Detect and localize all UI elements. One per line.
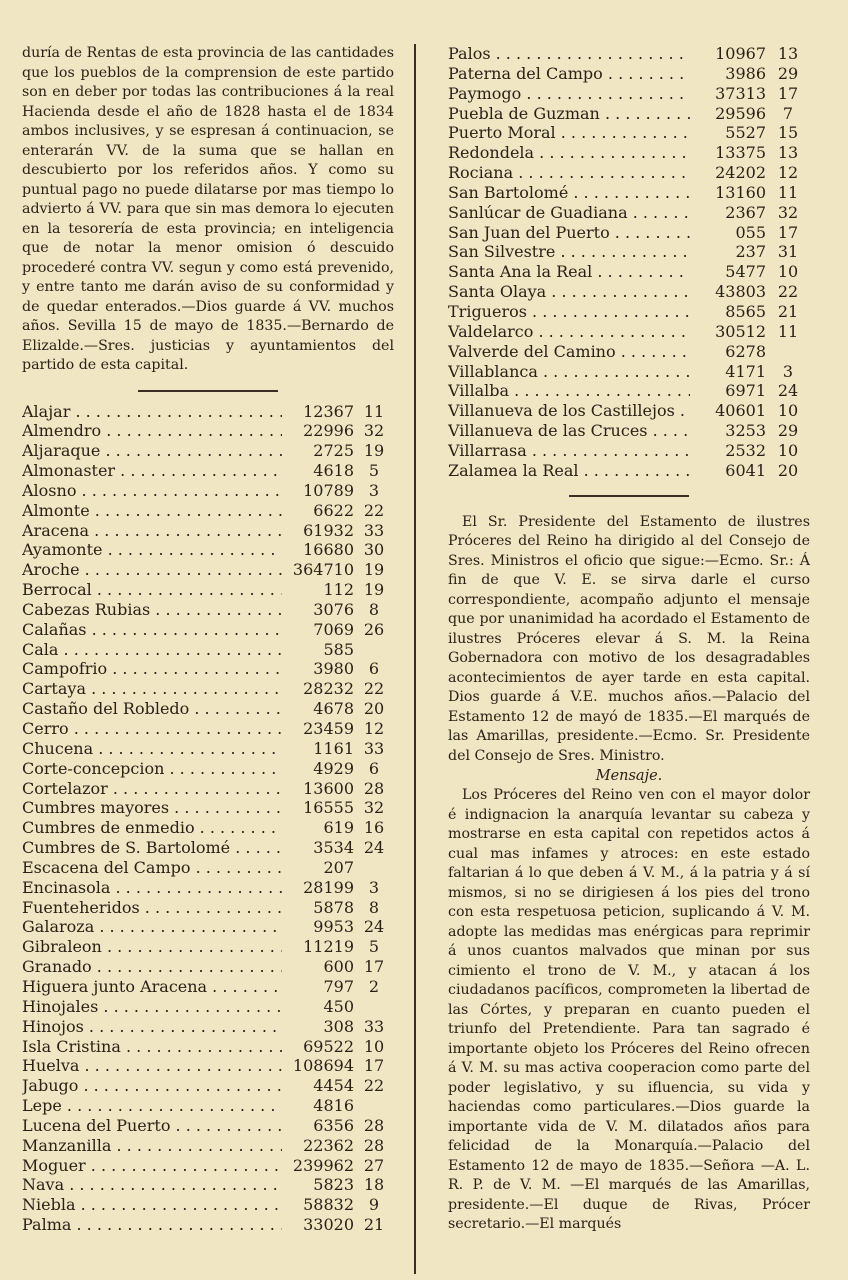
town-name: Sanlúcar de Guadiana . . . [448, 203, 690, 223]
town-name: Moguer . . . [22, 1156, 282, 1176]
fraction-value: 17 [363, 1056, 385, 1076]
table-row [22, 659, 394, 679]
town-name: Cala . . . [22, 640, 282, 660]
table-row [22, 501, 394, 521]
table-row [448, 421, 810, 441]
town-name: Villarrasa . . . [448, 441, 690, 461]
town-name: Cartaya . . . [22, 679, 282, 699]
table-row [22, 957, 394, 977]
fraction-value: 3 [368, 480, 380, 500]
table-row [22, 1076, 394, 1096]
table-row [22, 1096, 394, 1116]
town-name: Huelva . . . [22, 1056, 282, 1076]
amount-value: 13160 [715, 182, 766, 202]
town-name: Isla Cristina . . . [22, 1037, 282, 1057]
section-rule [569, 495, 689, 497]
fraction-value: 9 [368, 1195, 380, 1215]
table-row [448, 441, 810, 461]
fraction-value: 33 [363, 1016, 385, 1036]
amount-value: 600 [323, 957, 354, 977]
table-row [22, 798, 394, 818]
amount-value: 11219 [303, 937, 354, 957]
amount-value: 40601 [715, 401, 766, 421]
amount-value: 22996 [303, 421, 354, 441]
amount-value: 29596 [715, 103, 766, 123]
fraction-value: 10 [777, 440, 799, 460]
town-name: Ayamonte . . . [22, 540, 282, 560]
town-name: Villablanca . . . [448, 362, 690, 382]
table-row [22, 1175, 394, 1195]
fraction-value: 5 [368, 937, 380, 957]
amount-value: 16555 [303, 798, 354, 818]
fraction-value: 22 [363, 1076, 385, 1096]
fraction-value: 31 [777, 242, 799, 262]
amount-value: 24202 [715, 163, 766, 183]
fraction-value: 30 [363, 540, 385, 560]
fraction-value: 17 [777, 222, 799, 242]
fraction-value: 32 [363, 421, 385, 441]
table-row [448, 461, 810, 481]
fraction-value: 22 [777, 282, 799, 302]
table-row [22, 521, 394, 541]
town-name: Almonte . . . [22, 501, 282, 521]
table-row [22, 858, 394, 878]
fraction-value: 28 [363, 778, 385, 798]
table-row [448, 262, 810, 282]
town-name: Cortelazor . . . [22, 779, 282, 799]
table-row [22, 779, 394, 799]
amount-value: 797 [323, 976, 354, 996]
fraction-value: 5 [368, 461, 380, 481]
fraction-value: 16 [363, 818, 385, 838]
town-name: Calañas . . . [22, 620, 282, 640]
amount-value: 6971 [725, 381, 766, 401]
table-row [448, 44, 810, 64]
amount-value: 2725 [313, 441, 354, 461]
fraction-value: 6 [368, 758, 380, 778]
town-name: Cabezas Rubias . . . [22, 600, 282, 620]
amount-value: 69522 [303, 1036, 354, 1056]
table-row [22, 937, 394, 957]
fraction-value: 29 [777, 63, 799, 83]
fraction-value: 18 [363, 1175, 385, 1195]
presidente-paragraph: El Sr. Presidente del Estamento de ilustres Próceres del Reino ha dirigido al del Consejo de Sres. Ministros el oficio que sigue:—Ecmo. Sr.: Á fin de que V. E. se sirva darle el curso correspondiente, acompaño adjunto el mensaje que por unanimidad ha acordado el Estamento de ilustres Próceres elevar á S. M. la Reina Gobernadora con motivo de los desagradables acontecimientos de ayer tarde en esta capital. Dios guarde á V.E. muchos años.—Palacio del Estamento 12 de mayó de 1835.—El marqués de las Amarillas, presidente.—Ecmo. Sr. Presidente del Consejo de Sres. Ministro. [448, 513, 810, 764]
fraction-value: 6 [368, 659, 380, 679]
section-rule [138, 390, 278, 392]
amount-value: 6356 [313, 1115, 354, 1135]
town-name: Cumbres de S. Bartolomé . . . [22, 838, 282, 858]
table-row [22, 898, 394, 918]
left-column [22, 44, 394, 1235]
table-row [22, 540, 394, 560]
town-name: Villanueva de los Castillejos . . . [448, 401, 690, 421]
fraction-value: 20 [363, 699, 385, 719]
fraction-value: 22 [363, 679, 385, 699]
town-name: Aracena . . . [22, 521, 282, 541]
right-column [448, 44, 810, 1235]
table-row [22, 719, 394, 739]
table-row [22, 421, 394, 441]
table-row [22, 977, 394, 997]
amount-value: 4929 [313, 758, 354, 778]
fraction-value: 11 [777, 321, 799, 341]
table-row [448, 381, 810, 401]
table-row [22, 699, 394, 719]
amount-value: 43803 [715, 282, 766, 302]
amount-value: 33020 [303, 1215, 354, 1235]
fraction-value: 10 [777, 401, 799, 421]
amount-value: 585 [323, 639, 354, 659]
amount-value: 5527 [725, 123, 766, 143]
amount-value: 23459 [303, 719, 354, 738]
table-row [22, 997, 394, 1017]
amount-value: 61932 [303, 520, 354, 540]
table-row [22, 818, 394, 838]
town-name: Cumbres mayores . . . [22, 798, 282, 818]
debt-table-left [22, 402, 394, 1235]
fraction-value: 2 [368, 976, 380, 996]
fraction-value: 11 [777, 182, 799, 202]
amount-value: 58832 [303, 1195, 354, 1215]
amount-value: 5823 [313, 1175, 354, 1195]
table-row [22, 441, 394, 461]
town-name: Granado . . . [22, 957, 282, 977]
table-row [22, 640, 394, 660]
amount-value: 1161 [313, 738, 354, 758]
amount-value: 055 [735, 222, 766, 242]
fraction-value: 22 [363, 500, 385, 520]
town-name: Redondela . . . [448, 143, 690, 163]
fraction-value: 24 [363, 838, 385, 858]
amount-value: 4678 [313, 699, 354, 719]
fraction-value: 21 [777, 301, 799, 321]
debt-table-right [448, 44, 810, 481]
fraction-value: 13 [777, 143, 799, 163]
table-row [22, 838, 394, 858]
table-row [448, 223, 810, 243]
fraction-value: 33 [363, 520, 385, 540]
fraction-value: 20 [777, 460, 799, 480]
table-row [22, 600, 394, 620]
town-name: Palma . . . [22, 1215, 282, 1235]
fraction-value: 24 [363, 917, 385, 937]
mensaje-paragraph: Los Próceres del Reino ven con el mayor dolor é indignacion la anarquía levantar su cabeza y mostrarse en esta capital con repetidos actos á cual mas infames y atroces: en este estado faltarian á lo que deben á V. M., á la patria y á sí mismos, si no se dirigiesen á los pies del trono con esta respetuosa peticion, suplicando á V. M. adopte las medidas mas enérgicas para reprimir á unos cuantos malvados que minan por sus cimiento el trono de V. M., y atacan á los ciudadanos pacíficos, comprometen la libertad de las Córtes, y preparan en cuanto pueden el triunfo del Pretendiente. Para tan sagrado é importante objeto los Próceres del Reino ofrecen á V. M. su mas activa cooperacion como parte del poder legislativo, y su ifluencia, su vida y haciendas como particulares.—Dios guarde la importante vida de V. M. dilatados años para felicidad de la Monarquía.—Palacio del Estamento 12 de mayo de 1835.—Señora —A. L. R. P. de V. M. —El marqués de las Amarillas, presidente.—El duque de Rivas, Prócer secretario.—El marqués [448, 787, 810, 1233]
table-row [22, 739, 394, 759]
town-name: Almendro . . . [22, 421, 282, 441]
table-row [22, 1215, 394, 1235]
town-name: Hinojos . . . [22, 1017, 282, 1037]
town-name: Jabugo . . . [22, 1076, 282, 1096]
amount-value: 2367 [725, 202, 766, 222]
table-row [22, 580, 394, 600]
table-row [22, 1056, 394, 1076]
amount-value: 16680 [303, 540, 354, 560]
table-row [22, 481, 394, 501]
fraction-value: 12 [363, 719, 385, 738]
table-row [448, 401, 810, 421]
table-row [448, 322, 810, 342]
amount-value: 5477 [725, 262, 766, 282]
amount-value: 28199 [303, 877, 354, 897]
amount-value: 4816 [313, 1096, 354, 1116]
fraction-value: 19 [363, 560, 385, 580]
table-row [22, 560, 394, 580]
town-name: Alajar . . . [22, 402, 282, 422]
amount-value: 308 [323, 1016, 354, 1036]
table-row [22, 1116, 394, 1136]
town-name: Valdelarco . . . [448, 322, 690, 342]
table-row [448, 64, 810, 84]
town-name: Lucena del Puerto . . . [22, 1116, 282, 1136]
fraction-value: 26 [363, 619, 385, 639]
amount-value: 2532 [725, 440, 766, 460]
fraction-value: 32 [363, 798, 385, 818]
fraction-value: 8 [368, 599, 380, 619]
town-name: Trigueros . . . [448, 302, 690, 322]
amount-value: 237 [735, 242, 766, 262]
table-row [22, 917, 394, 937]
amount-value: 3980 [313, 659, 354, 679]
amount-value: 6278 [725, 341, 766, 361]
amount-value: 3534 [313, 838, 354, 858]
town-name: Nava . . . [22, 1175, 282, 1195]
amount-value: 7069 [313, 619, 354, 639]
table-row [22, 620, 394, 640]
town-name: Santa Olaya . . . [448, 282, 690, 302]
table-row [448, 123, 810, 143]
town-name: Chucena . . . [22, 739, 282, 759]
town-name: Palos . . . [448, 44, 690, 64]
amount-value: 3986 [725, 63, 766, 83]
amount-value: 3253 [725, 421, 766, 441]
table-row [22, 878, 394, 898]
amount-value: 5878 [313, 897, 354, 917]
fraction-value: 32 [777, 202, 799, 222]
town-name: Campofrio . . . [22, 659, 282, 679]
town-name: Paymogo . . . [448, 84, 690, 104]
fraction-value: 10 [777, 262, 799, 282]
town-name: Aljaraque . . . [22, 441, 282, 461]
table-row [22, 1156, 394, 1176]
town-name: Aroche . . . [22, 560, 282, 580]
amount-value: 450 [323, 996, 354, 1016]
table-row [448, 104, 810, 124]
fraction-value: 19 [363, 580, 385, 600]
town-name: Lepe . . . [22, 1096, 282, 1116]
fraction-value: 3 [782, 361, 794, 381]
table-row [448, 183, 810, 203]
amount-value: 207 [323, 857, 354, 877]
amount-value: 10967 [715, 44, 766, 63]
fraction-value: 11 [363, 401, 385, 421]
amount-value: 4454 [313, 1076, 354, 1096]
table-row [448, 342, 810, 362]
town-name: San Bartolomé . . . [448, 183, 690, 203]
amount-value: 28232 [303, 679, 354, 699]
town-name: Cerro . . . [22, 719, 282, 739]
town-name: Santa Ana la Real . . . [448, 262, 690, 282]
town-name: Fuenteheridos . . . [22, 898, 282, 918]
column-divider [414, 44, 416, 1274]
table-row [22, 759, 394, 779]
amount-value: 12367 [303, 401, 354, 421]
amount-value: 108694 [292, 1056, 354, 1076]
amount-value: 13600 [303, 778, 354, 798]
amount-value: 4171 [725, 361, 766, 381]
amount-value: 8565 [725, 301, 766, 321]
town-name: Berrocal . . . [22, 580, 282, 600]
table-row [448, 143, 810, 163]
town-name: Higuera junto Aracena . . . [22, 977, 282, 997]
fraction-value: 21 [363, 1215, 385, 1235]
amount-value: 364710 [292, 560, 354, 580]
town-name: San Silvestre . . . [448, 242, 690, 262]
town-name: Niebla . . . [22, 1195, 282, 1215]
fraction-value: 3 [368, 877, 380, 897]
table-row [448, 302, 810, 322]
fraction-value: 17 [363, 957, 385, 977]
fraction-value: 15 [777, 123, 799, 143]
town-name: Puerto Moral . . . [448, 123, 690, 143]
amount-value: 13375 [715, 143, 766, 163]
town-name: Cumbres de enmedio . . . [22, 818, 282, 838]
town-name: Paterna del Campo . . . [448, 64, 690, 84]
fraction-value: 8 [368, 897, 380, 917]
table-row [448, 362, 810, 382]
fraction-value: 33 [363, 738, 385, 758]
table-row [448, 282, 810, 302]
left-top-paragraph: duría de Rentas de esta provincia de las cantidades que los pueblos de la comprension de este partido son en deber por todas las contribuciones á la real Hacienda desde el año de 1828 hasta el de 1834 ambos inclusives, y se espresan á continuacion, se enterarán VV. de la suma que se hallan en descubierto por los referidos años. Y como su puntual pago no puede dilatarse por mas tiempo lo advierto á VV. para que sin mas demora lo ejecuten en la tesorería de esta provincia; en inteligencia que de notar la menor omision ó descuido procederé contra VV. segun y como está prevenido, y entre tanto me darán aviso de su conformidad y de quedar enterados.—Dios guarde á VV. muchos años. Sevilla 15 de mayo de 1835.—Bernardo de Elizalde.—Sres. justicias y ayuntamientos del partido de esta capital. [22, 45, 394, 373]
amount-value: 30512 [715, 321, 766, 341]
amount-value: 22362 [303, 1135, 354, 1155]
table-row [448, 242, 810, 262]
fraction-value: 29 [777, 421, 799, 441]
mensaje-heading: Mensaje. [595, 768, 663, 785]
fraction-value: 24 [777, 381, 799, 401]
table-row [22, 1017, 394, 1037]
amount-value: 10789 [303, 480, 354, 500]
table-row [448, 84, 810, 104]
town-name: Corte-concepcion . . . [22, 759, 282, 779]
table-row [22, 1136, 394, 1156]
town-name: Hinojales . . . [22, 997, 282, 1017]
town-name: Puebla de Guzman . . . [448, 104, 690, 124]
amount-value: 239962 [292, 1155, 354, 1175]
amount-value: 112 [323, 580, 354, 600]
fraction-value: 27 [363, 1155, 385, 1175]
fraction-value: 7 [782, 103, 794, 123]
table-row [22, 461, 394, 481]
fraction-value: 28 [363, 1135, 385, 1155]
town-name: Valverde del Camino . . . [448, 342, 690, 362]
town-name: Galaroza . . . [22, 917, 282, 937]
town-name: Rociana . . . [448, 163, 690, 183]
fraction-value: 28 [363, 1115, 385, 1135]
town-name: Encinasola . . . [22, 878, 282, 898]
fraction-value: 12 [777, 163, 799, 183]
amount-value: 619 [323, 818, 354, 838]
amount-value: 4618 [313, 461, 354, 481]
table-row [22, 402, 394, 422]
town-name: Escacena del Campo . . . [22, 858, 282, 878]
town-name: Gibraleon . . . [22, 937, 282, 957]
amount-value: 6622 [313, 500, 354, 520]
table-row [22, 679, 394, 699]
table-row [448, 203, 810, 223]
amount-value: 3076 [313, 599, 354, 619]
table-row [448, 163, 810, 183]
town-name: Alosno . . . [22, 481, 282, 501]
table-row [22, 1195, 394, 1215]
town-name: Villalba . . . [448, 381, 690, 401]
fraction-value: 17 [777, 83, 799, 103]
fraction-value: 19 [363, 441, 385, 461]
fraction-value: 10 [363, 1036, 385, 1056]
fraction-value: 13 [777, 44, 799, 63]
town-name: Villanueva de las Cruces . . . [448, 421, 690, 441]
amount-value: 37313 [715, 83, 766, 103]
town-name: San Juan del Puerto . . . [448, 223, 690, 243]
town-name: Castaño del Robledo . . . [22, 699, 282, 719]
amount-value: 6041 [725, 460, 766, 480]
table-row [22, 1037, 394, 1057]
town-name: Almonaster . . . [22, 461, 282, 481]
town-name: Manzanilla . . . [22, 1136, 282, 1156]
town-name: Zalamea la Real . . . [448, 461, 690, 481]
amount-value: 9953 [313, 917, 354, 937]
